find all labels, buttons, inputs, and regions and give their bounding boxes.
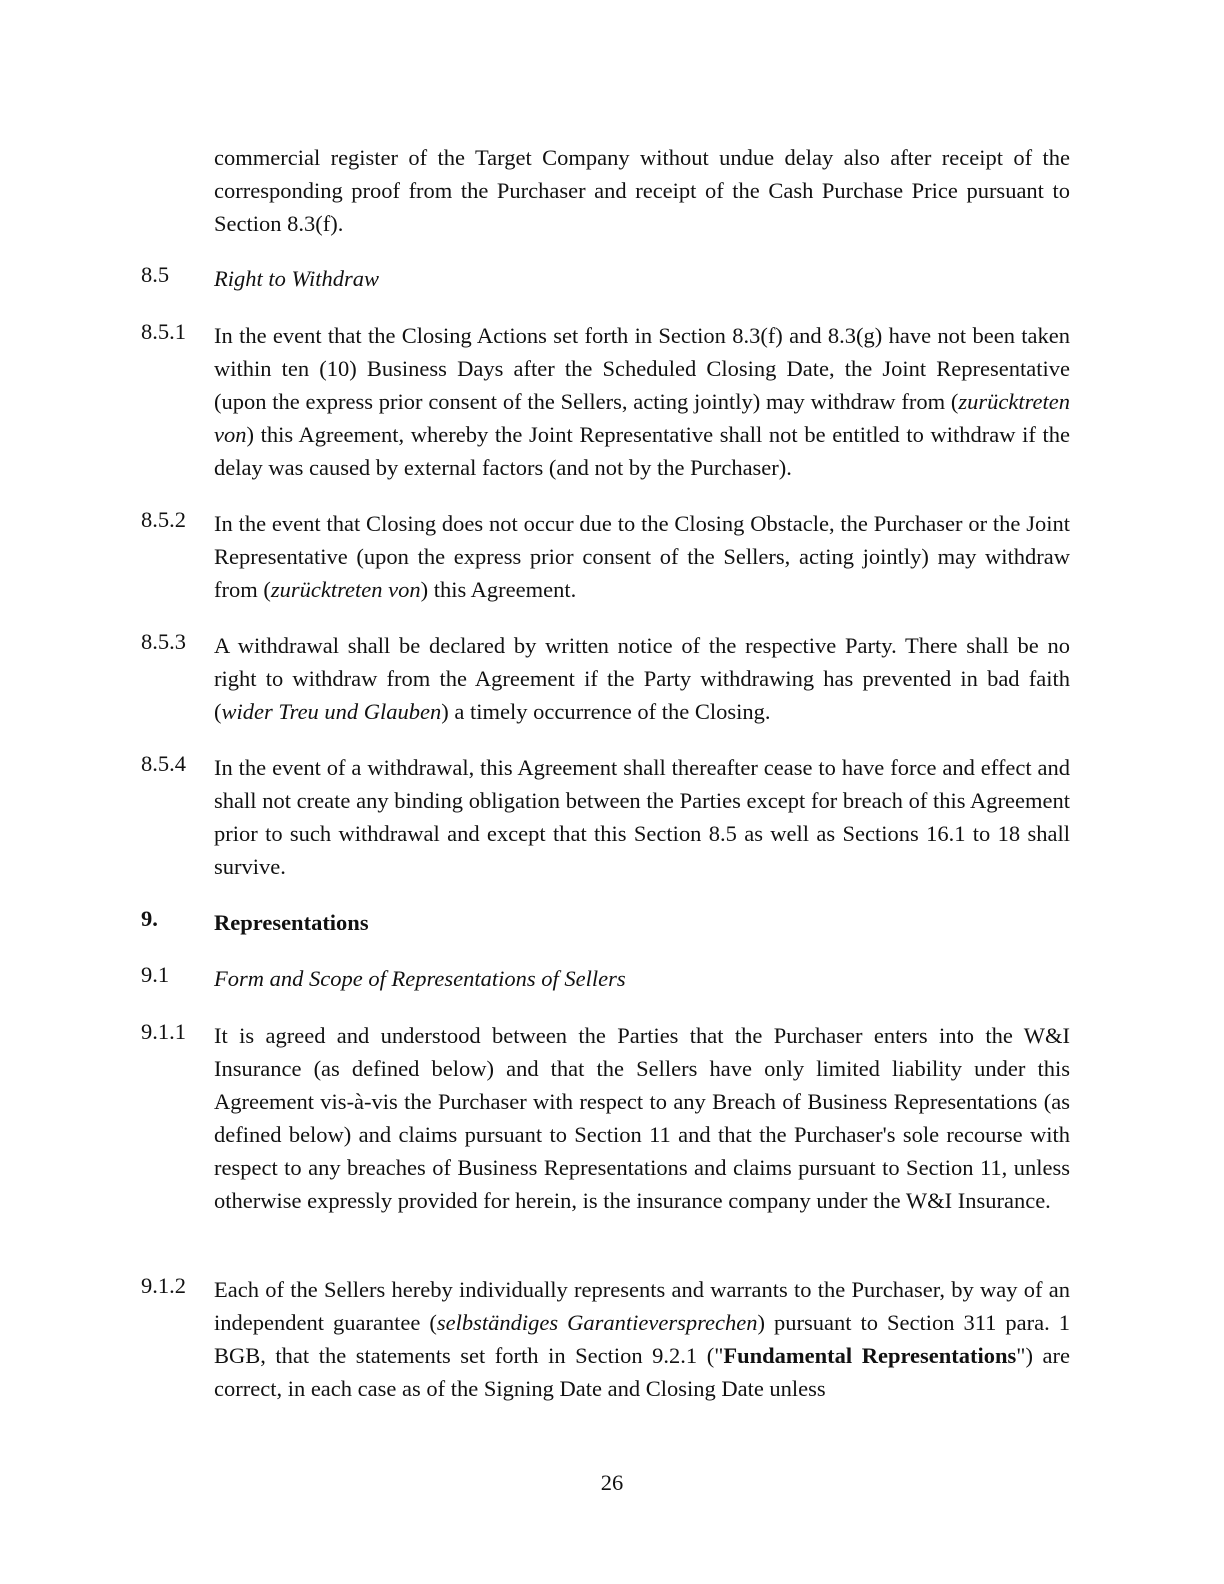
clause-number: 8.5.3 [141, 629, 186, 654]
section-title: Right to Withdraw [214, 266, 380, 291]
continuation-paragraph [141, 141, 1070, 240]
clause-8-5-1 [141, 319, 1070, 484]
clause-text: Each of the Sellers hereby individually represents and warrants to the Purchaser, by way of an independent guarantee (selbständiges Garantieversprechen) pursuant to Section 311 para. 1 BGB, that the statements set forth in Section 9.2.1 ("Fundamental Representations") are correct, in each case as of the Signing Date and Closing Date unless [214, 1277, 1070, 1401]
german-term: wider Treu und Glauben [221, 699, 442, 724]
section-title: Form and Scope of Representations of Sellers [214, 966, 626, 991]
paragraph-text: commercial register of the Target Company without undue delay also after receipt of the corresponding proof from the Purchaser and receipt of the Cash Purchase Price pursuant to Section 8.3(f). [214, 145, 1070, 236]
german-term: selbständiges Garantieversprechen [436, 1310, 758, 1335]
defined-term: Fundamental Representations [723, 1343, 1017, 1368]
clause-text: It is agreed and understood between the Parties that the Purchaser enters into the W&I Insurance (as defined below) and that the Sellers have only limited liability under this Agreement vis-à-vis the Purchaser with respect to any Breach of Business Representations (as defined below) and claims pursuant to Section 11 and that the Purchaser's sole recourse with respect to any breaches of Business Representations and claims pursuant to Section 11, unless otherwise expressly provided for herein, is the insurance company under the W&I Insurance. [214, 1023, 1070, 1213]
clause-text: A withdrawal shall be declared by written notice of the respective Party. There shall be no right to withdraw from the Agreement if the Party withdrawing has prevented in bad faith (wider Treu und Glauben) a timely occurrence of the Closing. [214, 633, 1070, 724]
clause-number: 9.1.2 [141, 1273, 186, 1298]
clause-number: 8.5.4 [141, 751, 186, 776]
section-title: Representations [214, 910, 369, 935]
section-8-5-heading [141, 262, 1070, 295]
section-9-1-heading [141, 962, 1070, 995]
clause-8-5-4 [141, 751, 1070, 883]
clause-9-1-1 [141, 1019, 1070, 1217]
clause-8-5-3 [141, 629, 1070, 728]
page-number: 26 [600, 1470, 624, 1495]
german-term: zurücktreten von [270, 577, 421, 602]
section-number: 9. [141, 906, 158, 931]
german-term: zurücktreten von [214, 389, 1070, 447]
clause-number: 8.5.2 [141, 507, 186, 532]
clause-number: 8.5.1 [141, 319, 186, 344]
clause-8-5-2 [141, 507, 1070, 606]
clause-text: In the event that Closing does not occur due to the Closing Obstacle, the Purchaser or the Joint Representative (upon the express prior consent of the Sellers, acting jointly) may withdraw from (zurücktreten von) this Agreement. [214, 511, 1070, 602]
section-number: 9.1 [141, 962, 170, 987]
section-number: 8.5 [141, 262, 170, 287]
clause-number: 9.1.1 [141, 1019, 186, 1044]
clause-text: In the event of a withdrawal, this Agreement shall thereafter cease to have force and effect and shall not create any binding obligation between the Parties except for breach of this Agreement prior to such withdrawal and except that this Section 8.5 as well as Sections 16.1 to 18 shall survive. [214, 755, 1070, 879]
section-9-heading [141, 906, 1070, 939]
clause-9-1-2 [141, 1273, 1070, 1405]
clause-text: In the event that the Closing Actions set forth in Section 8.3(f) and 8.3(g) have not been taken within ten (10) Business Days after the Scheduled Closing Date, the Joint Representative (upon the express prior consent of the Sellers, acting jointly) may withdraw from (zurücktreten von) this Agreement, whereby the Joint Representative shall not be entitled to withdraw if the delay was caused by external factors (and not by the Purchaser). [214, 323, 1070, 480]
